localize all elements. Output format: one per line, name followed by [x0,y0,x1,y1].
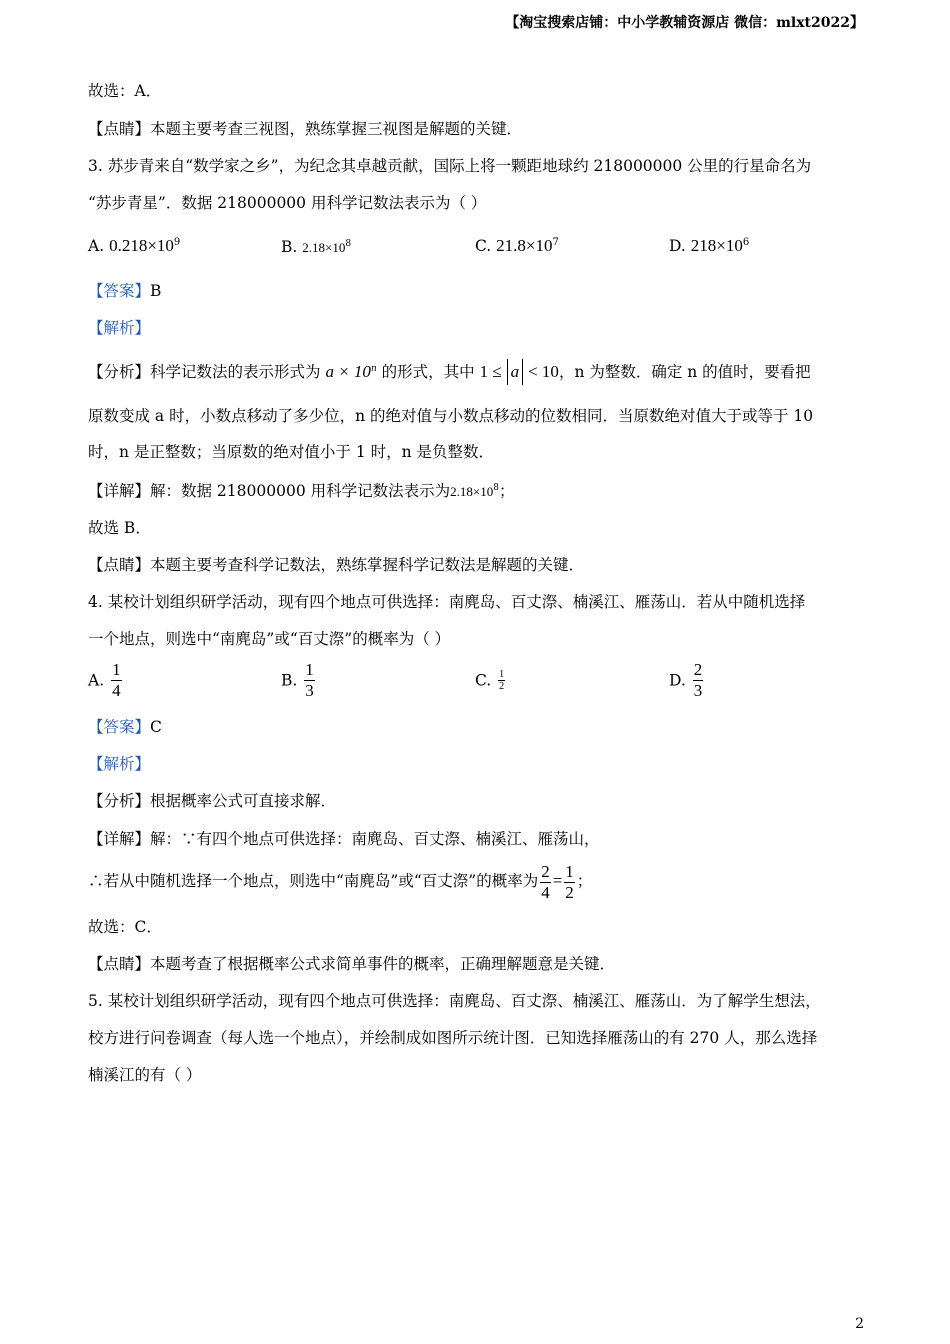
q4-option-c [475,669,507,692]
q3-option-d [669,236,749,256]
inequality-right: < 10 [528,362,559,381]
analysis-formula: a × 10 [325,362,371,381]
option-exponent: 6 [742,236,750,248]
option-value: 0.218×10 [109,236,174,255]
answer-value: C [150,718,162,736]
q3-stem-line2: “苏步青星”．数据 218000000 用科学记数法表示为（ ） [88,194,487,212]
option-value: 21.8×10 [496,236,553,255]
q2-note: 【点睛】本题主要考查三视图，熟练掌握三视图是解题的关键． [88,120,523,138]
option-fraction [693,660,704,701]
q3-analysis-line3: 时，n 是正整数；当原数的绝对值小于 1 时，n 是负整数． [88,443,495,461]
fraction-denominator: 2 [565,882,574,902]
q3-answer [88,280,864,302]
option-exponent: 9 [173,236,181,248]
q5-stem-line2: 校方进行问卷调查（每人选一个地点），并绘制成如图所示统计图．已知选择雁荡山的有 270 人，那么选择 [88,1029,818,1047]
q4-option-b [281,660,317,701]
q4-option-a [88,660,124,701]
option-exponent: 7 [552,236,559,248]
analysis-text: ，n 为整数．确定 n 的值时，要看把 [558,363,811,381]
fraction-numerator: 1 [305,660,314,679]
fraction-numerator: 1 [499,669,505,680]
option-letter: B. [281,671,298,690]
q3-option-c [475,236,559,256]
option-letter: A. [88,237,105,255]
analysis-text: 【分析】科学记数法的表示形式为 [88,363,321,381]
detail-fraction [540,862,551,903]
q2-conclusion: 故选：A． [88,82,162,100]
fraction-denominator: 4 [112,681,121,700]
q4-analysis: 【分析】根据概率公式可直接求解． [88,792,337,810]
detail-fraction [564,862,575,903]
answer-tag: 【答案】 [88,282,151,300]
q3-analysis-tag: 【解析】 [88,319,151,337]
answer-value: B [150,282,162,300]
fraction-denominator: 2 [499,681,505,692]
equals-sign: = [552,871,563,890]
option-letter: B. [281,238,298,256]
analysis-text: 的形式，其中 [381,363,475,381]
q4-detail-line2 [88,858,864,904]
page-header: 【淘宝搜索店铺：中小学教辅资源店 微信：mlxt2022】 [505,15,864,31]
option-value: 218×10 [690,236,743,255]
option-letter: C. [475,671,492,690]
q4-note: 【点睛】本题考查了根据概率公式求简单事件的概率，正确理解题意是关键． [88,955,616,973]
q3-option-a [88,236,180,256]
inequality-left: 1 ≤ [479,362,502,381]
option-fraction [304,660,315,701]
fraction-numerator: 1 [565,861,574,881]
absolute-value: a [507,359,524,385]
fraction-numerator: 2 [541,861,550,881]
q3-option-b [281,238,351,256]
fraction-numerator: 1 [112,660,121,679]
fraction-numerator: 2 [693,660,703,679]
answer-tag: 【答案】 [88,718,151,736]
q3-analysis-line1 [88,358,864,386]
q3-stem-line1: 3. 苏步青来自“数学家之乡”，为纪念其卓越贡献，国际上将一颗距地球约 218000000 公里的行星命名为 [88,157,812,175]
option-fraction [498,669,505,692]
page-number: 2 [855,1316,864,1332]
q4-stem-line1: 4. 某校计划组织研学活动，现有四个地点可供选择：南麂岛、百丈漈、楠溪江、雁荡山．若从中随机选择 [88,593,806,611]
option-exponent: 8 [345,238,352,249]
option-letter: D. [669,237,686,255]
q4-conclusion: 故选：C． [88,918,162,936]
fraction-denominator: 3 [693,681,703,700]
q4-analysis-tag: 【解析】 [88,755,151,773]
q3-detail [88,480,864,503]
option-fraction [111,660,122,701]
fraction-denominator: 4 [541,882,550,902]
q5-stem-line3: 楠溪江的有（ ） [88,1066,202,1084]
detail-text: ∴若从中随机选择一个地点，则选中“南麂岛”或“百丈漈”的概率为 [88,872,539,890]
option-value: 2.18×10 [302,240,346,255]
option-letter: C. [475,237,492,255]
q4-option-d [669,660,705,701]
q4-detail-line1: 【详解】解：∵有四个地点可供选择：南麂岛、百丈漈、楠溪江、雁荡山， [88,830,600,848]
q3-note: 【点睛】本题主要考查科学记数法，熟练掌握科学记数法是解题的关键． [88,556,585,574]
q3-conclusion: 故选 B． [88,519,151,537]
detail-text: 【详解】解：数据 218000000 用科学记数法表示为 [88,482,451,500]
analysis-exponent: n [370,363,377,374]
detail-value: 2.18×10 [450,484,494,499]
q3-analysis-line2: 原数变成 a 时，小数点移动了多少位，n 的绝对值与小数点移动的位数相同．当原数绝对值大于或等于 10 [88,407,814,425]
q4-answer [88,716,864,738]
option-letter: A. [88,671,105,690]
detail-exponent: 8 [493,482,499,493]
q4-stem-line2: 一个地点，则选中“南麂岛”或“百丈漈”的概率为（ ） [88,630,451,648]
q5-stem-line1: 5. 某校计划组织研学活动，现有四个地点可供选择：南麂岛、百丈漈、楠溪江、雁荡山．为了解学生想法， [88,992,821,1010]
option-letter: D. [669,671,686,690]
fraction-denominator: 3 [305,681,314,700]
detail-end: ； [498,482,515,500]
detail-end: ； [576,872,593,890]
